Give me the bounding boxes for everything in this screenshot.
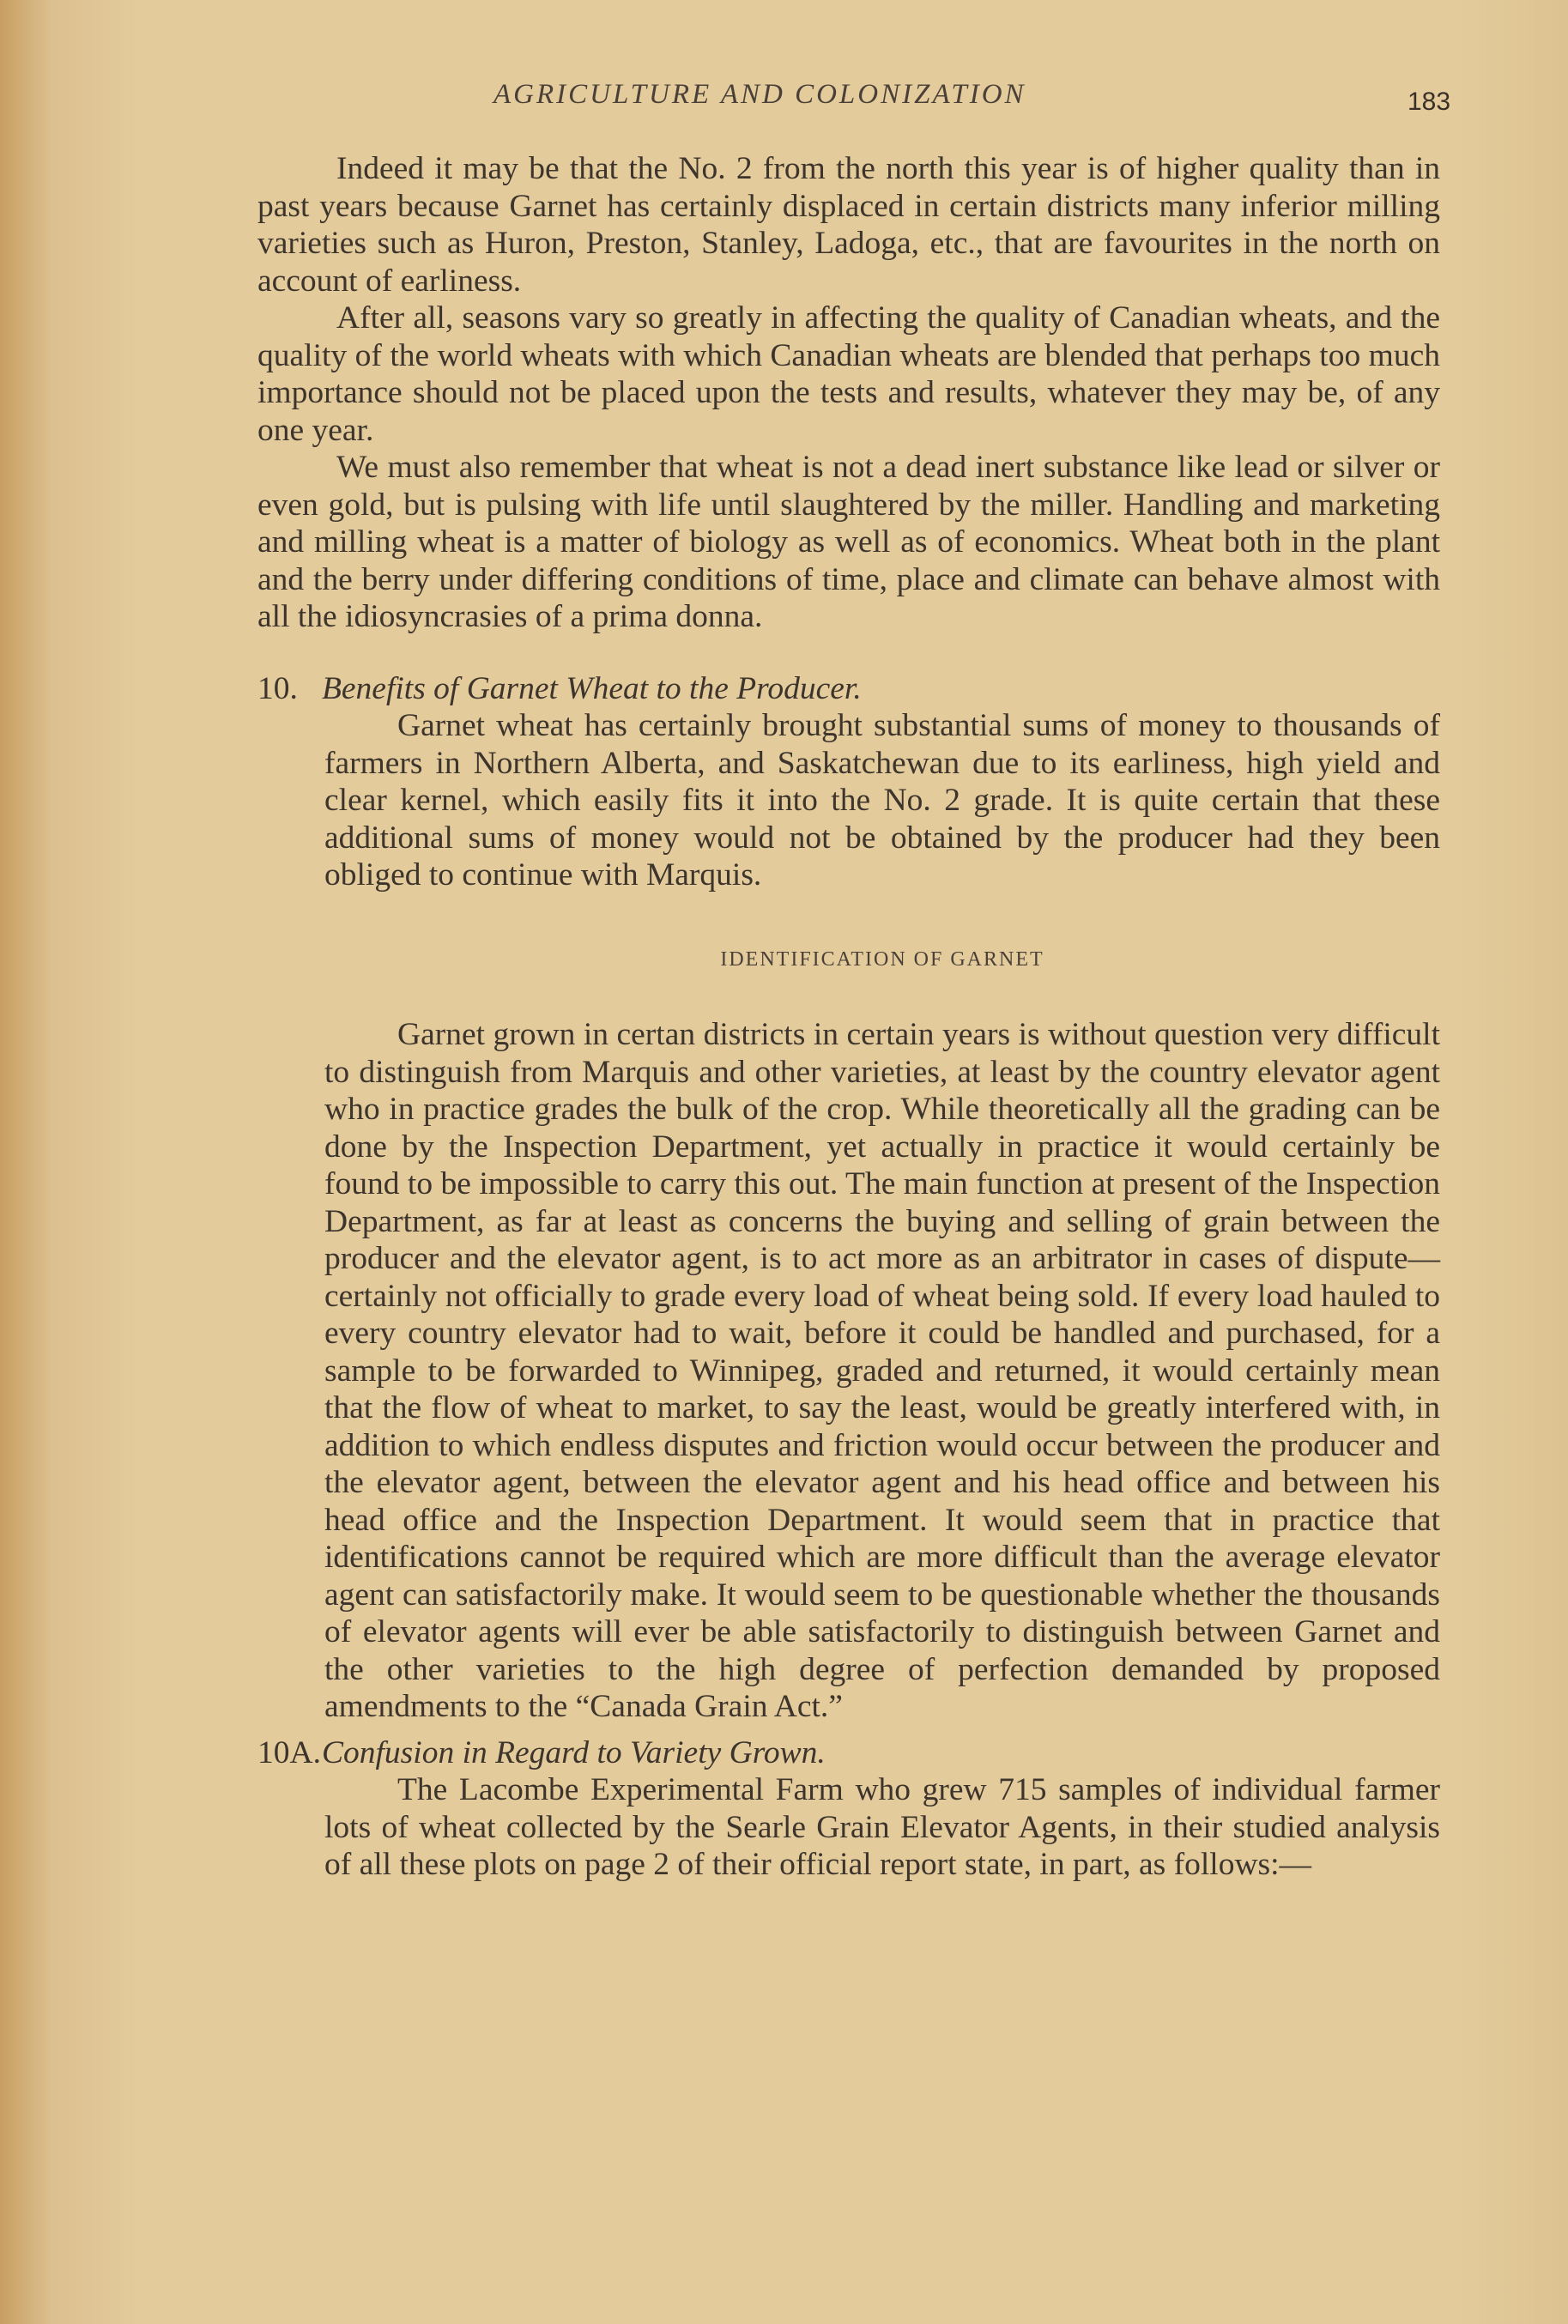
body-text — [257, 150, 1440, 1884]
section-10-title: Benefits of Garnet Wheat to the Producer. — [322, 670, 862, 706]
running-head: AGRICULTURE AND COLONIZATION — [493, 79, 1026, 110]
identification-paragraph: Garnet grown in certan districts in certain years is without question very difficult to distinguish from Marquis and other varieties, at least by the country elevator agent who in practice grades the bulk of the crop. While theoretically all the grading can be done by the Inspection Department, yet actually in practice it would certainly be found to be impossible to carry this out. The main function at present of the Inspection Department, as far at least as concerns the buying and selling of grain between the producer and the elevator agent, is to act more as an arbitrator in cases of dispute—certainly not officially to grade every load of wheat being sold. If every load hauled to every country elevator had to wait, before it could be handled and purchased, for a sample to be forwarded to Winnipeg, graded and returned, it would certainly mean that the flow of wheat to market, to say the least, would be greatly interfered with, in addition to which endless disputes and friction would occur between the producer and the elevator agent, between the elevator agent and his head office and between his head office and the Inspection Department. It would seem that in practice that identifications cannot be required which are more difficult than the average elevator agent can satisfactorily make. It would seem to be questionable whether the thousands of elevator agents will ever be able satisfactorily to distinguish between Garnet and the other varieties to the high degree of perfection demanded by proposed amendments to the “Canada Grain Act.” — [324, 1017, 1440, 1724]
paragraph-1: Indeed it may be that the No. 2 from the north this year is of higher quality than in past years because Garnet has certainly displaced in certain districts many inferior milling varieties such as Huron, Preston, Stanley, Ladoga, etc., that are favourites in the north on account of earliness. — [257, 151, 1440, 299]
page-header — [0, 79, 1568, 122]
section-10a-title: Confusion in Regard to Variety Grown. — [322, 1734, 826, 1770]
section-10a-number: 10A. — [257, 1734, 321, 1770]
page-number: 183 — [1408, 88, 1451, 116]
section-10-number: 10. — [257, 670, 298, 706]
section-10a-block — [324, 1771, 1440, 1884]
paragraph-3: We must also remember that wheat is not a dead inert substance like lead or silver or even gold, but is pulsing with life until slaughtered by the miller. Handling and marketing and milling wheat is a matter of biology as well as of economics. Wheat both in the plant and the berry under differing conditions of time, place and climate can behave almost with all the idiosyncrasies of a prima donna. — [257, 450, 1440, 634]
section-10-heading — [257, 670, 1440, 708]
identification-heading: IDENTIFICATION OF GARNET — [720, 947, 1044, 971]
paragraph-2: After all, seasons vary so greatly in affecting the quality of Canadian wheats, and the quality of the world wheats with which Canadian wheats are blended that perhaps too much importance should not be placed upon the tests and results, whatever they may be, of any one year. — [257, 300, 1440, 448]
section-10a-heading — [257, 1734, 1440, 1772]
section-10a-paragraph: The Lacombe Experimental Farm who grew 715 samples of individual farmer lots of wheat collected by the Searle Grain Elevator Agents, in their studied analysis of all these plots on page 2 of their official report state, in part, as follows:— — [324, 1772, 1440, 1882]
section-10-block — [324, 707, 1440, 1726]
section-10-paragraph: Garnet wheat has certainly brought substantial sums of money to thousands of farmers in Northern Alberta, and Saskatchewan due to its earliness, high yield and clear kernel, which easily fits it into the No. 2 grade. It is quite certain that these additional sums of money would not be obtained by the producer had they been obliged to continue with Marquis. — [324, 708, 1440, 893]
